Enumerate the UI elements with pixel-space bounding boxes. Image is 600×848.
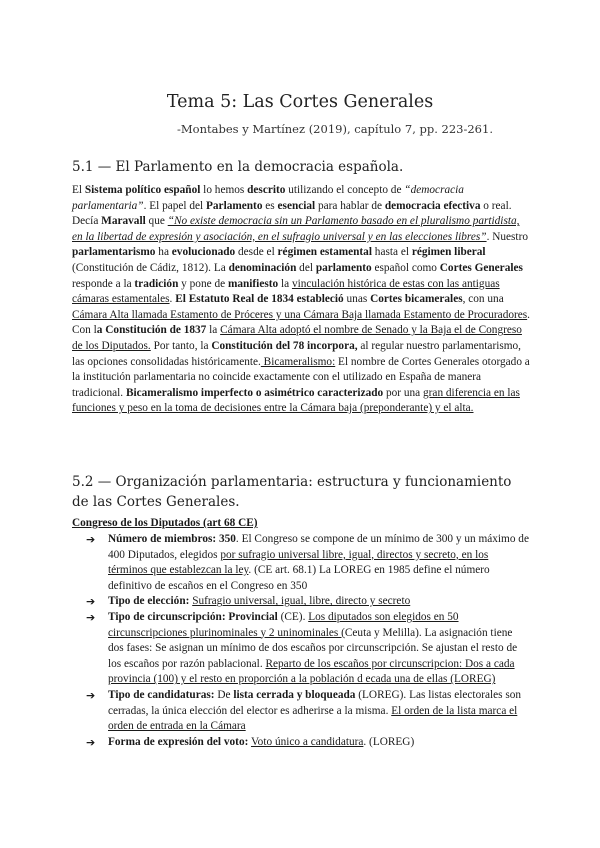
emphasis: El Estatuto Real de 1834 estableció [175, 293, 344, 306]
item-emphasis: lista cerrada y bloqueada [233, 688, 356, 701]
item-underlined: Sufragio universal, igual, libre, directo y secreto [192, 595, 411, 608]
text: unas [343, 293, 371, 306]
congreso-bullet-list [86, 532, 530, 750]
text: que [145, 215, 168, 228]
emphasis: Sistema político español [84, 184, 201, 196]
section-1-paragraph [72, 183, 530, 417]
emphasis: esencial [277, 199, 316, 212]
text: por una [383, 386, 424, 399]
item-underlined: Voto único a candidatura [250, 735, 364, 748]
item-underlined: por sufragio universal libre, igual, directos y secreto, en los términos que establezcan la ley [108, 548, 489, 577]
list-item [86, 735, 530, 751]
text: . [169, 293, 176, 306]
item-text: (LOREG). Las listas electorales son cerradas, la única elección del elector es adherirse a la misma. [108, 688, 522, 717]
item-label: Tipo de circunscripción: Provincial [108, 610, 278, 623]
arrow-right-icon: ➔ [86, 595, 96, 609]
item-text: . El Congreso se compone de un mínimo de 300 y un máximo de 400 Diputados, elegidos [108, 533, 529, 561]
item-underlined: El orden de la lista marca el orden de entrada en la Cámara [108, 704, 518, 733]
text: la [278, 277, 292, 290]
document-subtitle: -Montabes y Martínez (2019), capítulo 7, pp. 223-261. [177, 122, 493, 136]
emphasis: Constitución del 78 incorpora, [211, 339, 358, 352]
text: , con una [462, 293, 504, 306]
arrow-right-icon: ➔ [86, 688, 96, 702]
emphasis: a Constitución de 1837 [96, 324, 207, 337]
text: hasta el [371, 246, 412, 259]
item-text: . (CE art. 68.1) La LOREG en 1985 define el número definitivo de escaños en el Congreso en 350 [108, 564, 490, 592]
item-label: Tipo de candidaturas: [108, 688, 215, 701]
arrow-right-icon: ➔ [86, 610, 96, 624]
emphasis: Cortes Generales [439, 261, 523, 274]
emphasis: democracia efectiva [384, 199, 481, 212]
arrow-right-icon: ➔ [86, 735, 96, 749]
text: (Constitución de Cádiz, 1812). La [72, 261, 229, 274]
emphasis: manifiesto [227, 277, 279, 290]
list-item [86, 688, 530, 735]
section-2-heading: 5.2 — Organización parlamentaria: estructura y funcionamiento de las Cortes Generales. [72, 474, 512, 510]
text: . Con l [72, 308, 530, 337]
item-underlined: Reparto de los escaños por circunscripcion: Dos a cada provincia (100) y el resto en proporción a la población d ecada una de ellas (LOREG) [108, 657, 515, 686]
quote: “democracia parlamentaria” [72, 184, 464, 212]
emphasis: régimen estamental [277, 246, 372, 259]
item-label: Tipo de elección: [108, 595, 190, 608]
document-title: Tema 5: Las Cortes Generales [166, 92, 434, 112]
item-text: (CE). [277, 610, 309, 623]
emphasis: descrito [247, 184, 286, 196]
list-item [86, 610, 530, 688]
arrow-right-icon: ➔ [86, 533, 96, 546]
text: para hablar de [315, 199, 385, 212]
text: . Nuestro [486, 230, 528, 243]
emphasis: Cortes bicamerales [370, 293, 463, 306]
text: al regular nuestro parlamentarismo, las opciones consolidadas históricamente. [72, 339, 522, 368]
text: la [206, 324, 221, 337]
text: lo hemos [200, 184, 248, 196]
maravall-quote: “No existe democracia sin un Parlamento basado en el pluralismo partidista, en la libertad de expresión y asociación, en el sufragio universal y en las elecciones libres” [72, 215, 520, 243]
emphasis: Parlamento [206, 199, 263, 212]
text: responde a la [72, 277, 135, 290]
item-text: De [214, 688, 234, 701]
underlined-text: Cámara Alta llamada Estamento de Próceres y una Cámara Baja llamada Estamento de Procuradores [72, 308, 528, 321]
emphasis: parlamentarismo [72, 246, 156, 259]
text: o real. Decía [72, 199, 512, 228]
underlined-text: vinculación histórica de estas con las antiguas cámaras estamentales [72, 277, 500, 306]
item-text: Ceuta y Melilla). La asignación tiene dos fases: Se asignan un mínimo de dos escaños por circunscripción. Se ajustan el resto de los escaños por razón pablacional. [108, 626, 518, 670]
text: del [296, 261, 316, 274]
text: ha [155, 246, 172, 259]
underlined-text: gran diferencia en las funciones y peso en la toma de decisiones entre la Cámara baja (preponderante) y el alta. [72, 386, 520, 415]
emphasis: Maravall [101, 215, 146, 228]
text: Por tanto, la [150, 339, 212, 352]
emphasis: denominación [228, 261, 297, 274]
text: desde el [235, 246, 278, 259]
list-item [86, 594, 530, 610]
section-1-heading: 5.1 — El Parlamento en la democracia española. [72, 159, 404, 175]
text: utilizando el concepto de [285, 184, 405, 196]
emphasis: Bicameralismo imperfecto o asimétrico caracterizado [125, 386, 384, 399]
item-label: Forma de expresión del voto: [108, 735, 249, 748]
text: El nombre de Cortes Generales otorgado a la institución parlamentaria no coincide exactamente con el utilizado en España de manera tradicional. [72, 355, 530, 399]
text: El [72, 184, 85, 196]
text: . El papel del [143, 199, 206, 212]
item-label: Número de miembros: 350 [108, 533, 236, 545]
item-underlined: Los diputados son elegidos en 50 circunscripciones plurinominales y 2 uninominales ( [108, 610, 459, 639]
congreso-list-title: Congreso de los Diputados (art 68 CE) [72, 517, 258, 529]
emphasis: evolucionado [171, 246, 236, 259]
emphasis: tradición [134, 277, 179, 290]
text: es [262, 199, 278, 212]
list-item [86, 532, 530, 594]
text: y pone de [178, 277, 228, 290]
item-text: . (LOREG) [363, 735, 415, 748]
underlined-text: Bicameralismo: [260, 355, 336, 368]
emphasis: régimen liberal [411, 246, 486, 259]
underlined-text: Cámara Alta adoptó el nombre de Senado y la Baja el de Congreso de los Diputados. [72, 324, 522, 352]
emphasis: parlamento [315, 261, 372, 274]
text: español como [371, 261, 440, 274]
